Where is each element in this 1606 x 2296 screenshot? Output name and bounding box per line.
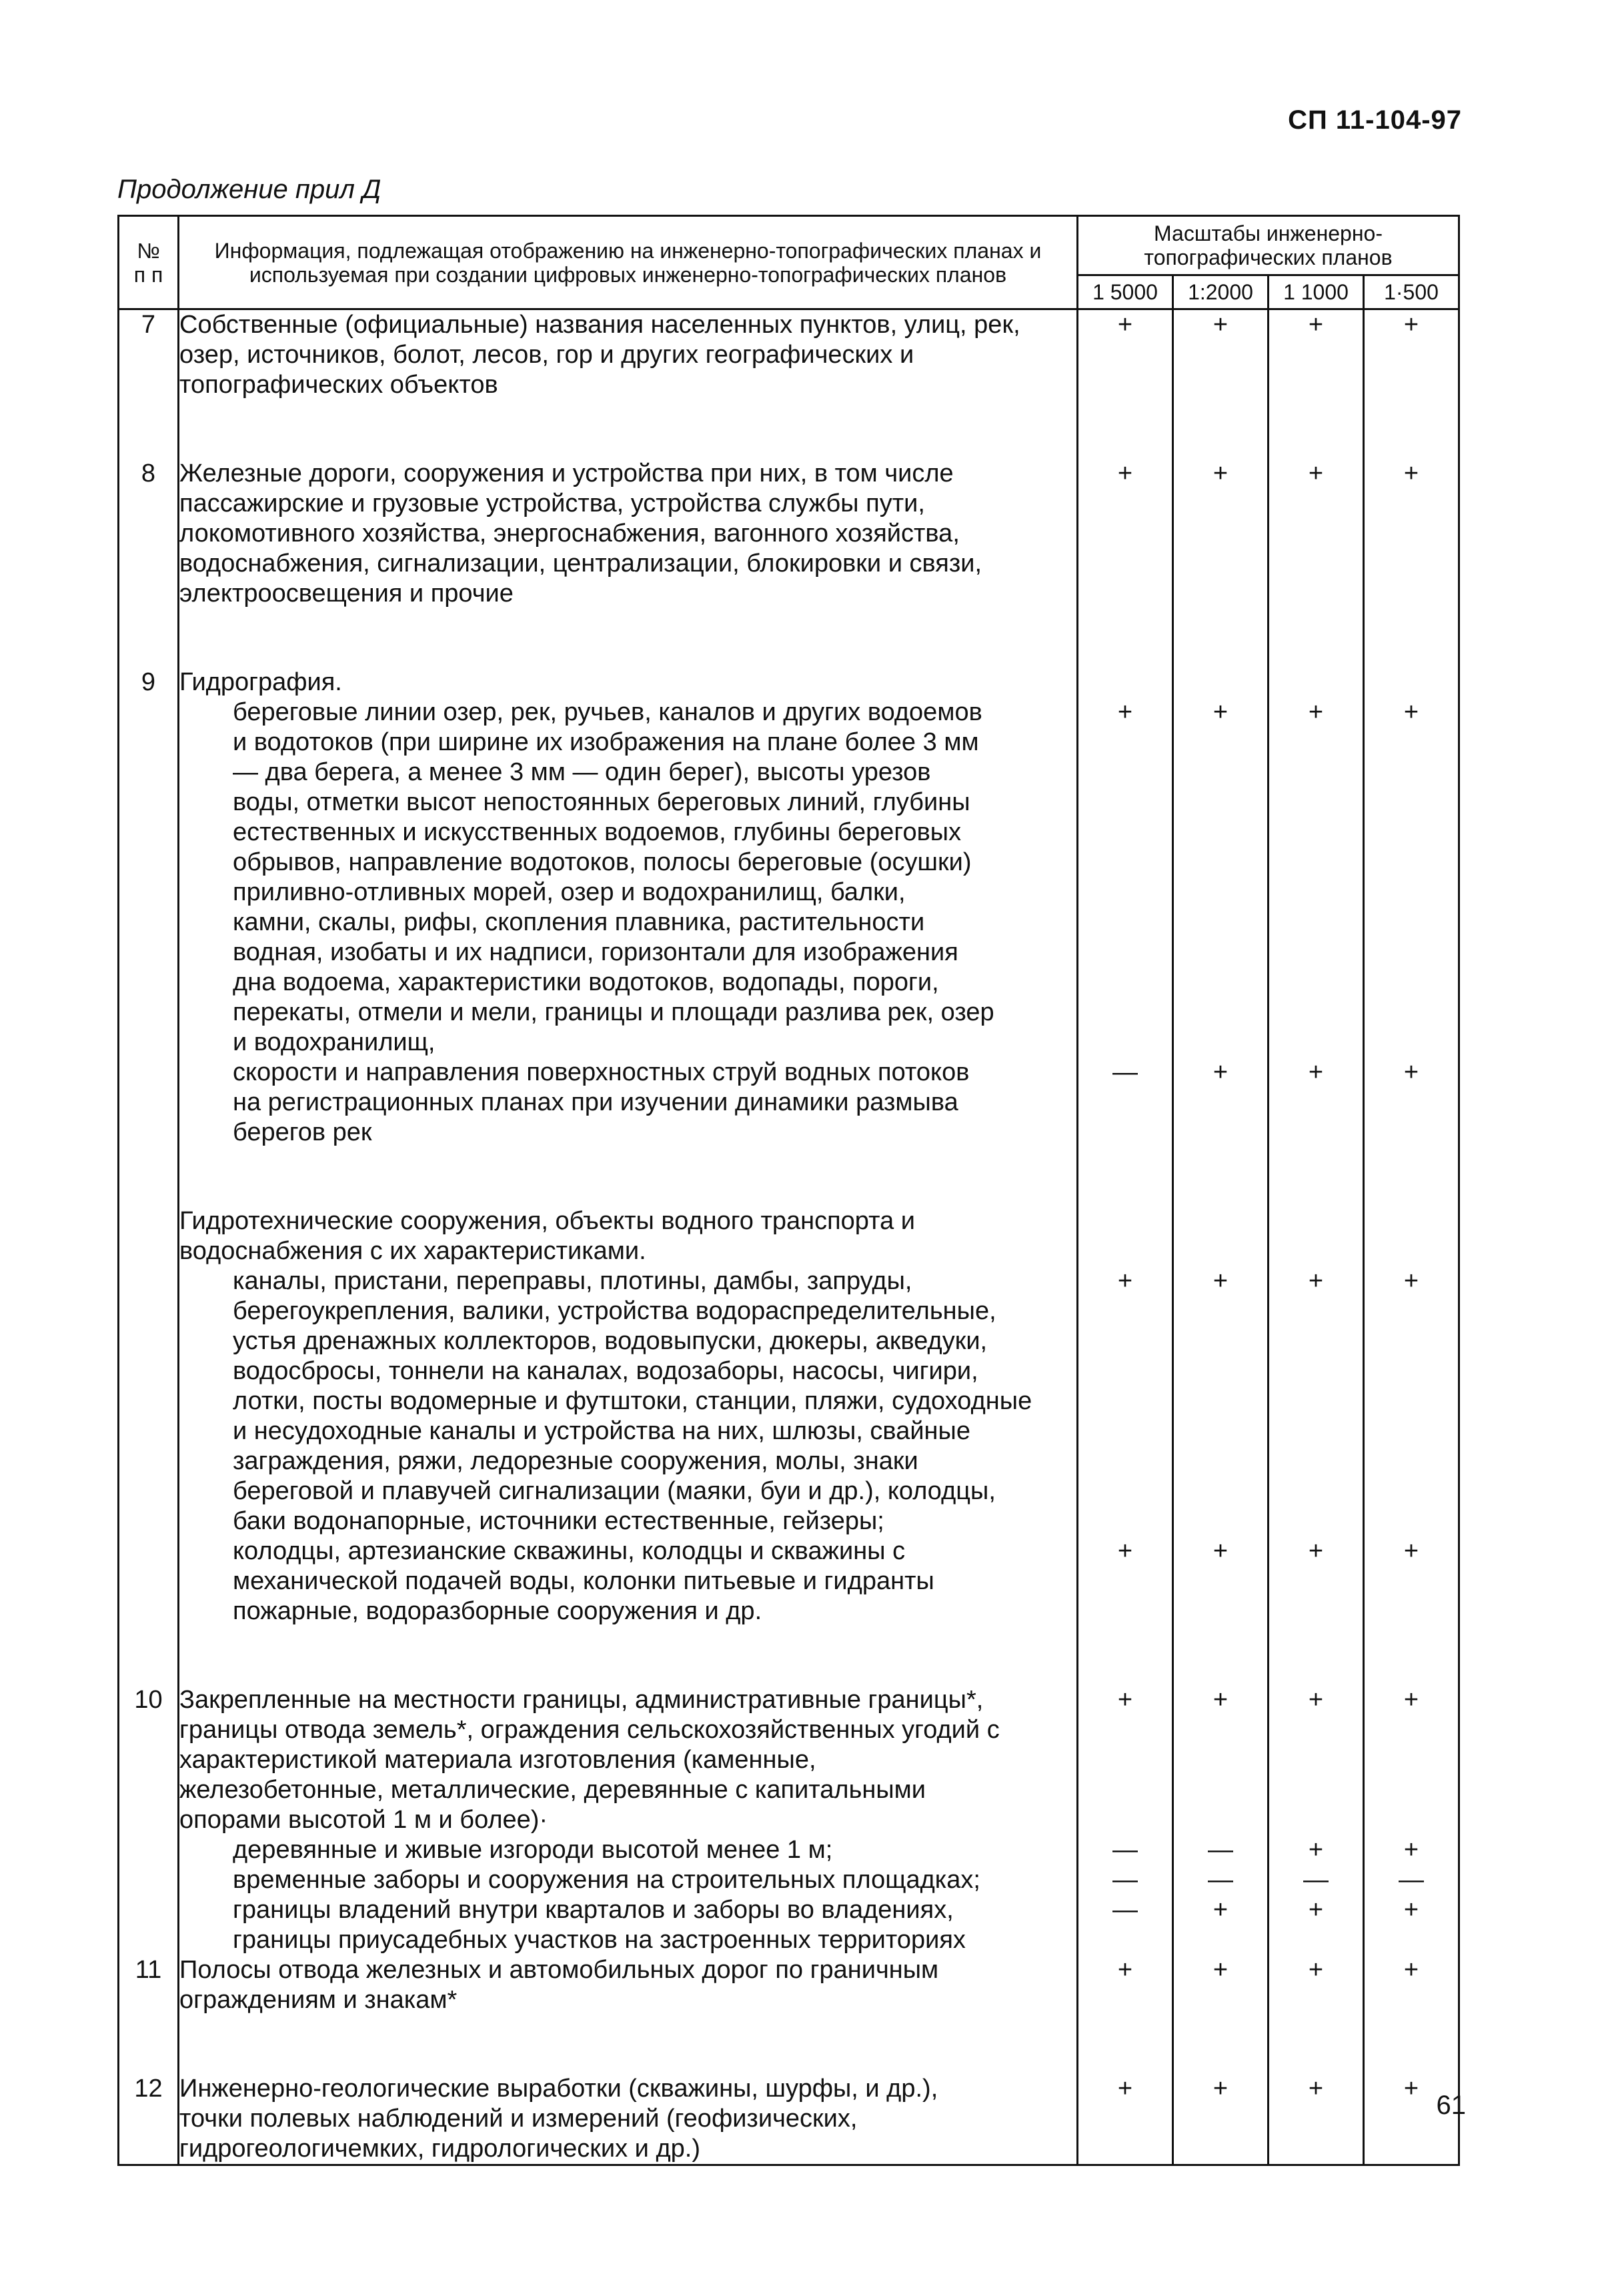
scale-mark: + [1403,1058,1419,1086]
scale-mark-cell-2000 [1173,459,1269,668]
table-row [119,1685,1459,1955]
scale-mark: + [1308,1956,1324,1984]
scale-mark: + [1213,311,1229,339]
scale-mark-cell-5000 [1078,668,1173,1685]
header-scale-1000: 1 1000 [1269,275,1364,309]
row-number: 9 [119,668,179,1685]
scale-mark: + [1213,1956,1229,1984]
scale-mark: + [1403,1836,1419,1864]
row-information [179,309,1078,459]
scale-mark-cell-1000 [1269,1685,1364,1955]
scale-mark: + [1213,698,1229,726]
scale-mark: + [1308,311,1324,339]
scale-mark [1174,1206,1267,1266]
scale-mark: + [1403,459,1419,487]
scale-mark: + [1117,1537,1133,1565]
scale-mark-cell-2000 [1173,1955,1269,2074]
scale-mark-cell-1000 [1269,2074,1364,2164]
table-row [119,1955,1459,2074]
page-number: 61 [1436,2091,1466,2120]
information-text: береговые линии озер, рек, ручьев, каналов и других водоемов и водотоков (при ширине их изображения на плане более 3 мм — два берега, а менее 3 мм — один берег), высоты урезов воды, отметки высот непостоянных береговых линий, глубины естественных и искусственных водоемов, глубины береговых обрывов, направление водотоков, полосы береговые (осушки) приливно-отливных морей, озер и водохранилищ, балки, камни, скалы, рифы, скопления плавника, растительности водная, изобаты и их надписи, горизонтали для изображения дна водоема, характеристики водотоков, водопады, пороги, перекаты, отмели и мели, границы и площади разлива рек, озер и водохранилищ, [233,698,994,1056]
scale-mark-cell-500 [1364,309,1459,459]
scale-mark: + [1213,1896,1229,1924]
scale-mark-cell-1000 [1269,1955,1364,2074]
scale-mark: + [1308,1537,1324,1565]
scale-mark: + [1117,698,1133,726]
scale-mark: + [1403,2075,1419,2103]
filler-cell [1364,2164,1459,2165]
scale-mark [1269,668,1363,698]
scale-mark: + [1213,1267,1229,1295]
row-information [179,459,1078,668]
scale-mark: + [1213,1537,1229,1565]
scale-mark: + [1308,698,1324,726]
header-scale-5000: 1 5000 [1078,275,1173,309]
scale-mark: + [1308,1267,1324,1295]
filler-cell [119,2164,179,2165]
appendix-table [117,215,1460,2166]
table-body [119,309,1459,2165]
filler-cell [1173,2164,1269,2165]
scale-mark: + [1117,1956,1133,1984]
scale-mark: + [1117,311,1133,339]
scale-mark: + [1308,1836,1324,1864]
scale-mark: + [1117,1267,1133,1295]
scale-mark: — [1112,1836,1138,1864]
scale-mark: + [1403,1956,1419,1984]
row-number: 7 [119,309,179,459]
scale-mark-cell-500 [1364,1955,1459,2074]
header-scale-500: 1·500 [1364,275,1459,309]
scale-mark: + [1308,1896,1324,1924]
table-row [119,309,1459,459]
scale-mark: + [1213,1686,1229,1714]
scale-mark: + [1117,459,1133,487]
information-text: границы владений внутри кварталов и заборы во владениях, границы приусадебных участков на застроенных территориях [233,1896,966,1954]
header-scales: Масштабы инженерно-топографических планов [1078,216,1459,275]
information-text: Железные дороги, сооружения и устройства при них, в том числе пассажирские и грузовые устройства, устройства службы пути, локомотивного хозяйства, энергоснабжения, вагонного хозяйства, водоснабжения, сигнализации, централизации, блокировки и связи, электроосвещения и прочие [179,459,982,608]
information-text: временные заборы и сооружения на строительных площадках; [233,1866,980,1894]
scale-mark: + [1308,2075,1324,2103]
scale-mark-cell-500 [1364,1685,1459,1955]
information-text: Гидрография. [179,668,342,696]
row-number: 8 [119,459,179,668]
information-text: Собственные (официальные) названия населенных пунктов, улиц, рек, озер, источников, болот, лесов, гор и других географических и топографических объектов [179,311,1020,399]
information-text: Инженерно-геологические выработки (скважины, шурфы, и др.), точки полевых наблюдений и измерений (геофизических, гидрогеологичемких, гидрологических и др.) [179,2075,938,2163]
table-row [119,459,1459,668]
information-text: Гидротехнические сооружения, объекты водного транспорта и водоснабжения с их характеристиками. [179,1207,916,1265]
scale-mark-cell-500 [1364,668,1459,1685]
row-information [179,2074,1078,2164]
header-number: № п п [119,216,179,309]
scale-mark: + [1403,1896,1419,1924]
scale-mark-cell-5000 [1078,1685,1173,1955]
scale-mark-cell-1000 [1269,459,1364,668]
scale-mark: — [1399,1866,1424,1894]
information-text: Закрепленные на местности границы, административные границы*, границы отвода земель*, ограждения сельскохозяйственных угодий с характеристикой материала изготовления (каменные, железобетонные, металлические, деревянные с капитальными опорами высотой 1 м и более)· [179,1686,1000,1834]
scale-mark: + [1213,1058,1229,1086]
table-row [119,2074,1459,2164]
scale-mark: — [1208,1836,1233,1864]
scale-mark: — [1112,1866,1138,1894]
scale-mark: — [1208,1866,1233,1894]
scale-mark: + [1117,1686,1133,1714]
scale-mark: + [1308,459,1324,487]
filler-cell [1078,2164,1173,2165]
scale-mark: + [1403,1267,1419,1295]
row-number: 11 [119,1955,179,2074]
scale-mark-cell-500 [1364,459,1459,668]
continuation-caption: Продолжение прил Д [117,175,381,204]
scale-mark: + [1403,1686,1419,1714]
scale-mark [1078,668,1172,698]
row-information [179,668,1078,1685]
scale-mark-cell-5000 [1078,1955,1173,2074]
scale-mark: + [1213,459,1229,487]
scale-mark: — [1112,1058,1138,1086]
scale-mark: + [1117,2075,1133,2103]
scale-mark-cell-2000 [1173,2074,1269,2164]
scale-mark: — [1303,1866,1329,1894]
row-information [179,1685,1078,1955]
scale-mark [1078,1206,1172,1266]
information-text: Полосы отвода железных и автомобильных дорог по граничным ограждениям и знакам* [179,1956,939,2014]
scale-mark [1174,668,1267,698]
scale-mark-cell-1000 [1269,309,1364,459]
scale-mark-cell-5000 [1078,459,1173,668]
information-text: каналы, пристани, переправы, плотины, дамбы, запруды, берегоукрепления, валики, устройства водораспределительные, устья дренажных коллекторов, водовыпуски, дюкеры, акведуки, водосбросы, тоннели на каналах, водозаборы, насосы, чигири, лотки, посты водомерные и футштоки, станции, пляжи, судоходные и несудоходные каналы и устройства на них, шлюзы, свайные заграждения, ряжи, ледорезные сооружения, молы, знаки береговой и плавучей сигнализации (маяки, буи и др.), колодцы, баки водонапорные, источники естественные, гейзеры; [233,1267,1032,1535]
information-text: скорости и направления поверхностных струй водных потоков на регистрационных планах при изучении динамики размыва берегов рек [233,1058,970,1146]
scale-mark: — [1112,1896,1138,1924]
scale-mark [1269,1206,1363,1266]
information-text: колодцы, артезианские скважины, колодцы и скважины с механической подачей воды, колонки питьевые и гидранты пожарные, водоразборные сооружения и др. [233,1537,934,1625]
table-filler-row [119,2164,1459,2165]
scale-mark-cell-2000 [1173,309,1269,459]
scale-mark [1365,668,1458,698]
scale-mark-cell-2000 [1173,668,1269,1685]
row-information [179,1955,1078,2074]
header-scale-2000: 1:2000 [1173,275,1269,309]
scale-mark-cell-2000 [1173,1685,1269,1955]
scale-mark-cell-1000 [1269,668,1364,1685]
scale-mark: + [1308,1058,1324,1086]
filler-cell [179,2164,1078,2165]
scale-mark [1365,1206,1458,1266]
scale-mark: + [1403,698,1419,726]
filler-cell [1269,2164,1364,2165]
scale-mark-cell-5000 [1078,309,1173,459]
scale-mark: + [1403,1537,1419,1565]
scale-mark-cell-5000 [1078,2074,1173,2164]
scale-mark: + [1308,1686,1324,1714]
row-number: 12 [119,2074,179,2164]
row-number: 10 [119,1685,179,1955]
scale-mark: + [1213,2075,1229,2103]
scale-mark: + [1403,311,1419,339]
header-information: Информация, подлежащая отображению на инженерно-топографических планах и используемая при создании цифровых инженерно-топографических планов [179,216,1078,309]
table-row [119,668,1459,1685]
document-code: СП 11-104-97 [1288,105,1462,135]
information-text: деревянные и живые изгороди высотой менее 1 м; [233,1836,833,1864]
